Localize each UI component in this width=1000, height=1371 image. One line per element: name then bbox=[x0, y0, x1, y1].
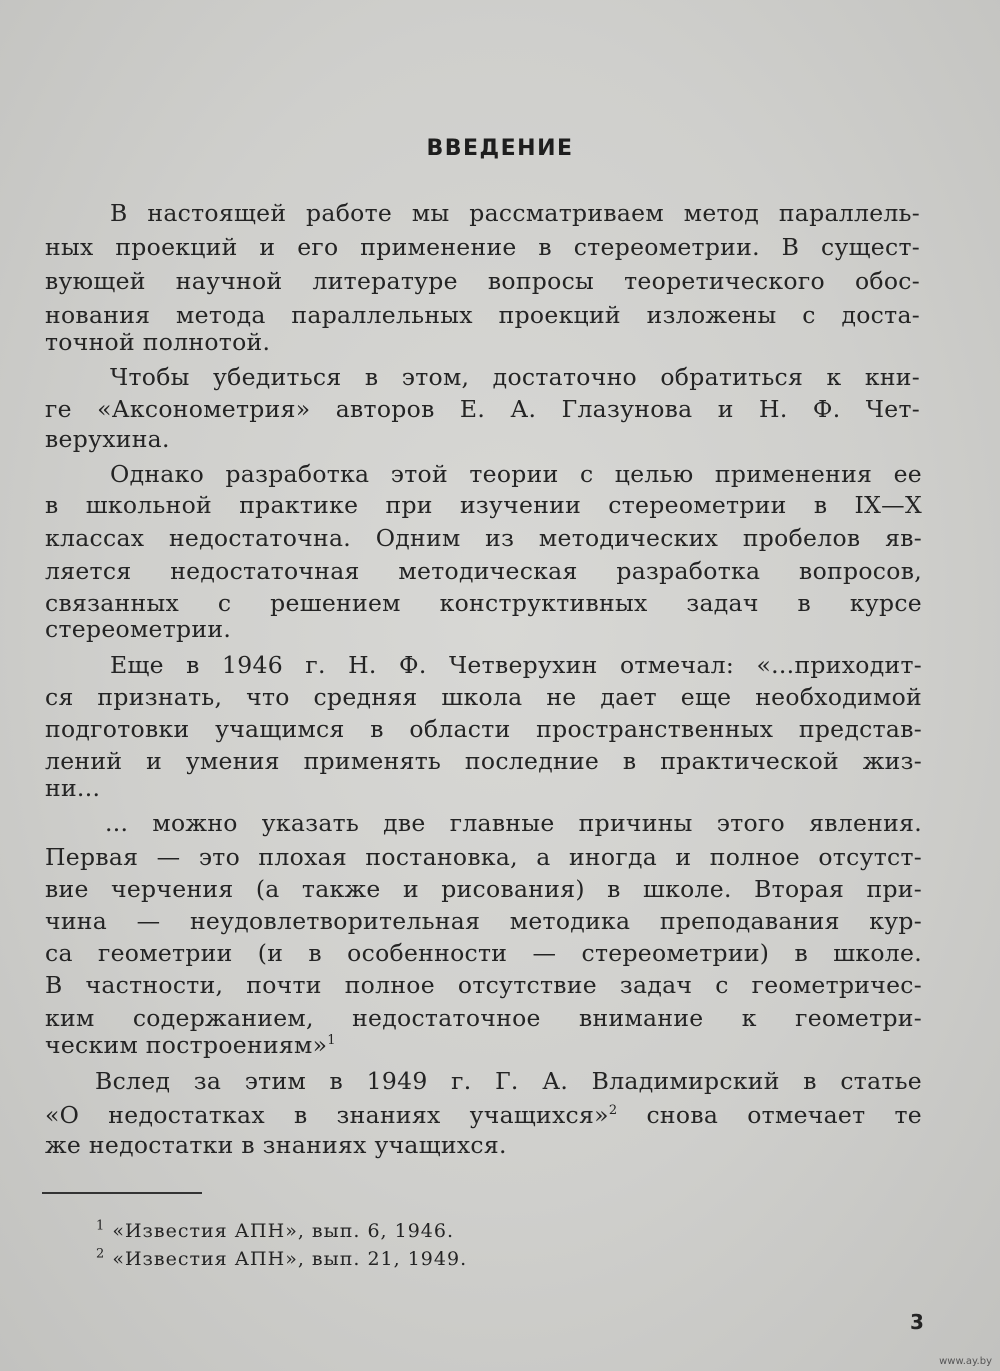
footnote-ref: 2 bbox=[608, 1103, 618, 1119]
text-line: чина — неудовлетворительная методика преподавания кур- bbox=[45, 907, 922, 935]
text-line: верухина. bbox=[45, 425, 170, 453]
text-segment: «О недостатках в знаниях учащихся» bbox=[45, 1101, 609, 1129]
text-segment: ческим построениям» bbox=[45, 1031, 328, 1059]
text-line: точной полнотой. bbox=[45, 328, 271, 356]
text-line: лений и умения применять последние в практической жиз- bbox=[45, 747, 922, 775]
text-line: са геометрии (и в особенности — стереометрии) в школе. bbox=[45, 939, 922, 967]
text-line: Вслед за этим в 1949 г. Г. А. Владимирский в статье bbox=[95, 1067, 922, 1095]
footnote-marker: 2 bbox=[96, 1246, 106, 1262]
text-line: ким содержанием, недостаточное внимание к геометри- bbox=[45, 1004, 922, 1032]
text-line: ... можно указать две главные причины этого явления. bbox=[105, 809, 922, 837]
text-line: же недостатки в знаниях учащихся. bbox=[45, 1131, 507, 1159]
footnote bbox=[96, 1220, 454, 1242]
text-line: Чтобы убедиться в этом, достаточно обратиться к кни- bbox=[110, 363, 920, 391]
text-line: ге «Аксонометрия» авторов Е. А. Глазунова и Н. Ф. Чет- bbox=[45, 395, 920, 423]
text-segment: снова отмечает те bbox=[617, 1101, 922, 1129]
text-line: ных проекций и его применение в стереометрии. В сущест- bbox=[45, 233, 920, 261]
text-line bbox=[45, 1030, 336, 1060]
text-line: классах недостаточна. Одним из методических пробелов яв- bbox=[45, 524, 922, 552]
footnote-text: «Известия АПН», вып. 6, 1946. bbox=[112, 1220, 455, 1242]
text-line: подготовки учащимся в области пространственных представ- bbox=[45, 715, 922, 743]
footnote-ref: 1 bbox=[327, 1033, 336, 1049]
text-line: В настоящей работе мы рассматриваем метод параллель- bbox=[110, 199, 920, 227]
text-line: ни... bbox=[45, 774, 101, 802]
text-line: В частности, почти полное отсутствие задач с геометричес- bbox=[45, 971, 922, 999]
text-line: в школьной практике при изучении стереометрии в IX—X bbox=[45, 491, 922, 519]
text-line: Еще в 1946 г. Н. Ф. Четверухин отмечал: «...приходит- bbox=[110, 651, 922, 679]
text-line: ся признать, что средняя школа не дает еще необходимой bbox=[45, 683, 922, 711]
footnote bbox=[96, 1248, 467, 1270]
text-line bbox=[45, 1100, 922, 1130]
text-line: ляется недостаточная методическая разработка вопросов, bbox=[45, 557, 922, 585]
footnote-divider bbox=[42, 1192, 202, 1194]
page-number: 3 bbox=[910, 1310, 924, 1334]
watermark: www.ay.by bbox=[939, 1356, 992, 1367]
text-line: стереометрии. bbox=[45, 615, 232, 643]
text-line: связанных с решением конструктивных задач в курсе bbox=[45, 589, 922, 617]
text-line: вующей научной литературе вопросы теоретического обос- bbox=[45, 267, 920, 295]
page-title: ВВЕДЕНИЕ bbox=[426, 136, 574, 161]
footnote-marker: 1 bbox=[96, 1218, 106, 1234]
text-line: Однако разработка этой теории с целью применения ее bbox=[110, 460, 922, 488]
text-line: вие черчения (а также и рисования) в школе. Вторая при- bbox=[45, 875, 922, 903]
text-line: нования метода параллельных проекций изложены с доста- bbox=[45, 301, 920, 329]
footnote-text: «Известия АПН», вып. 21, 1949. bbox=[112, 1248, 468, 1270]
text-line: Первая — это плохая постановка, а иногда и полное отсутст- bbox=[45, 843, 922, 871]
